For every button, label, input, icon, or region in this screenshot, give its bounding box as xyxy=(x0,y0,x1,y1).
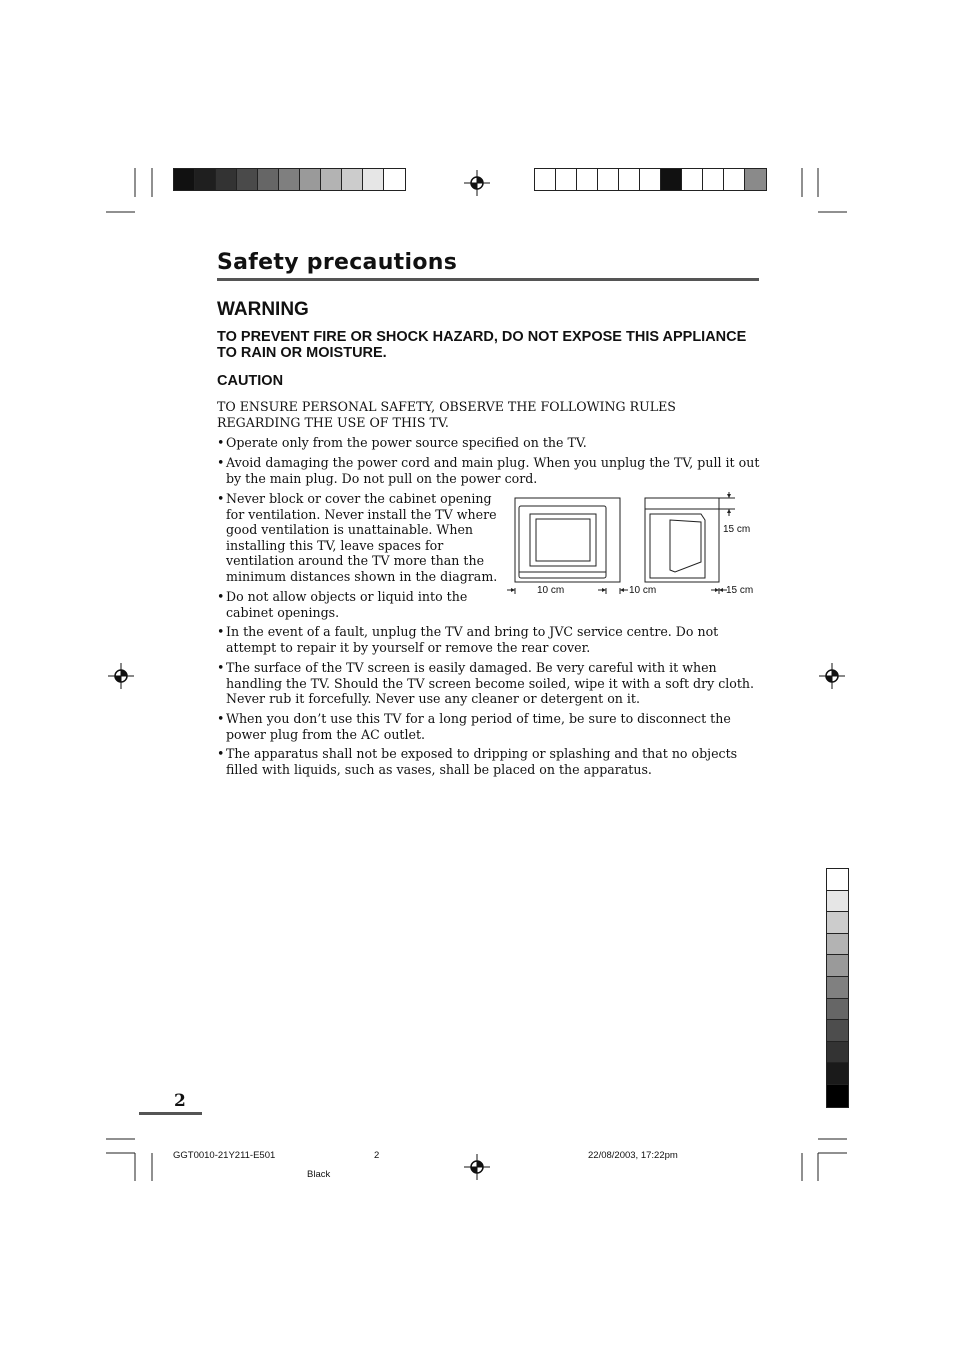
color-swatch xyxy=(321,169,342,190)
color-swatch xyxy=(619,169,640,190)
bullet-symbol: • xyxy=(217,455,225,470)
bullet-symbol: • xyxy=(217,711,225,726)
bullet-symbol: • xyxy=(217,660,225,675)
bullet-symbol: • xyxy=(217,589,225,604)
diagram-label-middle: 10 cm xyxy=(629,585,657,596)
color-swatch xyxy=(682,169,703,190)
color-swatch xyxy=(195,169,216,190)
registration-target-icon xyxy=(819,663,845,689)
color-swatch xyxy=(363,169,384,190)
page-number-rule xyxy=(139,1112,202,1115)
page-title: Safety precautions xyxy=(217,250,458,275)
diagram-label-left: 10 cm xyxy=(537,585,565,596)
footer-color-name: Black xyxy=(307,1169,331,1180)
bullet-symbol: • xyxy=(217,435,225,450)
ventilation-diagram xyxy=(505,492,765,602)
registration-target-icon xyxy=(108,663,134,689)
color-swatch xyxy=(237,169,258,190)
footer-page: 2 xyxy=(374,1150,380,1161)
color-swatch xyxy=(216,169,237,190)
footer-datetime: 22/08/2003, 17:22pm xyxy=(588,1150,678,1161)
color-swatch xyxy=(640,169,661,190)
color-swatch xyxy=(827,999,848,1021)
top-right-color-bar xyxy=(534,168,767,191)
color-swatch xyxy=(703,169,724,190)
footer-code: GGT0010-21Y211-E501 xyxy=(173,1150,276,1161)
warning-text: TO PREVENT FIRE OR SHOCK HAZARD, DO NOT EXPOSE THIS APPLIANCE TO RAIN OR MOISTURE. xyxy=(217,329,747,361)
title-divider xyxy=(217,278,759,281)
color-swatch xyxy=(342,169,363,190)
color-swatch xyxy=(174,169,195,190)
color-swatch xyxy=(827,955,848,977)
color-swatch xyxy=(827,1063,848,1085)
color-swatch xyxy=(827,977,848,999)
color-swatch xyxy=(577,169,598,190)
diagram-label-right: 15 cm xyxy=(726,585,754,596)
color-swatch xyxy=(827,869,848,891)
color-swatch xyxy=(827,1020,848,1042)
page-number: 2 xyxy=(174,1091,186,1111)
color-swatch xyxy=(300,169,321,190)
warning-heading: WARNING xyxy=(217,299,309,320)
bullet-symbol: • xyxy=(217,624,225,639)
registration-target-icon xyxy=(464,1154,490,1180)
color-swatch xyxy=(827,891,848,913)
registration-target-icon xyxy=(464,170,490,196)
diagram-label-top: 15 cm xyxy=(723,524,751,535)
color-swatch xyxy=(827,1085,848,1107)
side-color-bar xyxy=(826,868,849,1108)
color-swatch xyxy=(827,1042,848,1064)
color-swatch xyxy=(661,169,682,190)
color-swatch xyxy=(556,169,577,190)
caution-intro: TO ENSURE PERSONAL SAFETY, OBSERVE THE FOLLOWING RULES REGARDING THE USE OF THIS TV. xyxy=(217,399,676,430)
color-swatch xyxy=(827,912,848,934)
color-swatch xyxy=(724,169,745,190)
top-left-color-bar xyxy=(173,168,406,191)
color-swatch xyxy=(745,169,766,190)
color-swatch xyxy=(279,169,300,190)
bullet-symbol: • xyxy=(217,746,225,761)
color-swatch xyxy=(827,934,848,956)
caution-heading: CAUTION xyxy=(217,373,284,389)
bullet-symbol: • xyxy=(217,491,225,506)
color-swatch xyxy=(598,169,619,190)
color-swatch xyxy=(535,169,556,190)
color-swatch xyxy=(384,169,405,190)
color-swatch xyxy=(258,169,279,190)
